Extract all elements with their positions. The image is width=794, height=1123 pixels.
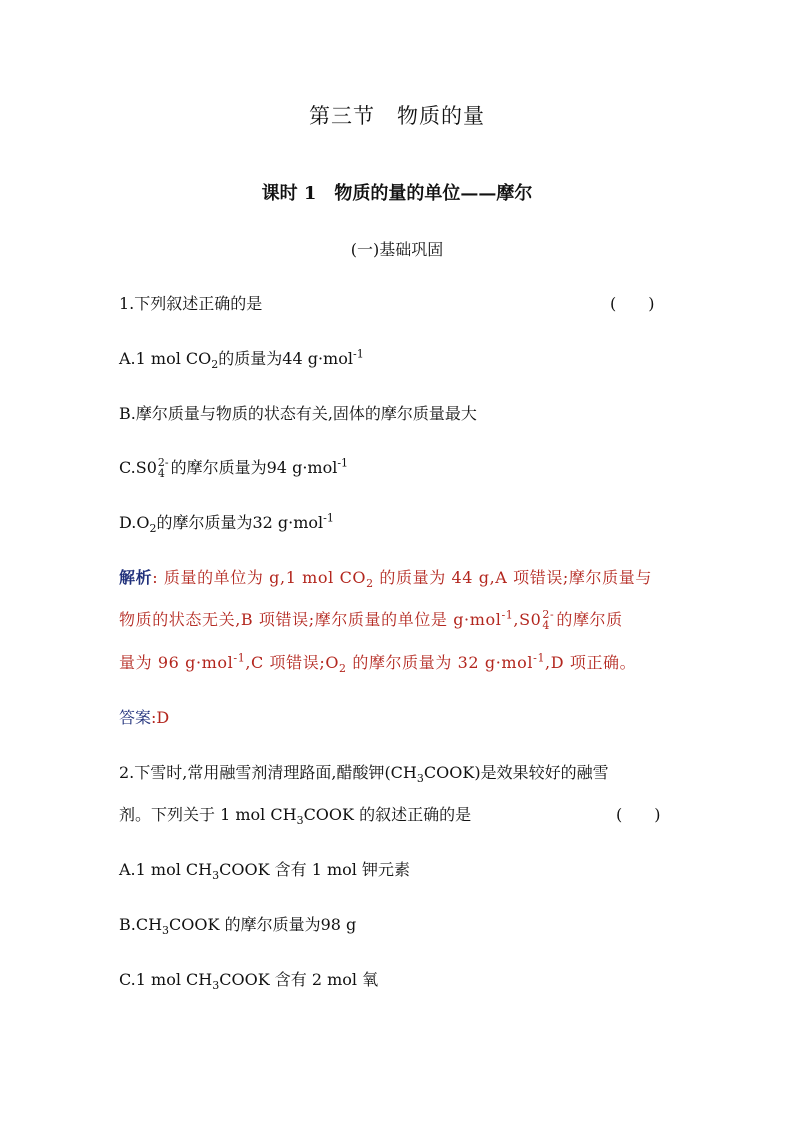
q2-option-c: C.1 mol $CH_3COOK$ 含有 2 mol 氧 <box>119 970 379 993</box>
answer-label: 答案 <box>119 708 152 727</box>
answer-value: :D <box>151 708 170 727</box>
q2-answer-blank: ( ) <box>616 805 661 824</box>
q1-option-d: $D.O_2$的摩尔质量为32 g·mol$^{-1}$ <box>119 511 334 536</box>
q2-stem-line-1: 2.下雪时,常用融雪剂清理路面,醋酸钾$(CH_3COOK)$是效果较好的融雪 <box>119 763 609 786</box>
q1-answer-blank: ( ) <box>610 294 655 313</box>
q1-option-b: B.摩尔质量与物质的状态有关,固体的摩尔质量最大 <box>119 404 477 423</box>
q1-analysis-line-2: 物质的状态无关,B 项错误;摩尔质量的单位是 g·mol$^{-1}$,S0 2- 4 的摩尔质 <box>119 607 623 632</box>
lesson-subtitle: 课时 1 物质的量的单位——摩尔 <box>261 183 533 204</box>
q1-option-c: C.S0 2- 4 的摩尔质量为94 g·mol$^{-1}$ <box>119 455 349 480</box>
q2-option-a: A.1 mol $CH_3COOK$ 含有 1 mol 钾元素 <box>119 860 410 883</box>
q2-stem-line-2: 剂。下列关于 1 mol $CH_3COOK$ 的叙述正确的是 <box>119 805 472 828</box>
chapter-title: 第三节 物质的量 <box>309 104 485 128</box>
q2-option-b: $B.CH_3COOK$ 的摩尔质量为98 g <box>119 915 357 938</box>
q1-analysis-line-1: 解析: 质量的单位为 g,1 mol $CO_2$ 的质量为 44 g,A 项错误;摩尔质量与 <box>119 568 652 591</box>
q1-answer <box>119 706 169 730</box>
section-heading: (一)基础巩固 <box>350 240 444 259</box>
q1-analysis-line-3: 量为 96 g·mol$^{-1}$,C 项错误$;O_2$ 的摩尔质量为 32 g·mol$^{-1}$,D 项正确。 <box>119 651 637 676</box>
sulfate-ion-charge: 2- 4 <box>157 455 169 480</box>
q1-option-a: A.1 mol $CO_2$的质量为44 g·mol$^{-1}$ <box>119 347 364 372</box>
q1-stem: 1.下列叙述正确的是 <box>119 294 263 313</box>
analysis-label: 解析 <box>119 568 153 587</box>
